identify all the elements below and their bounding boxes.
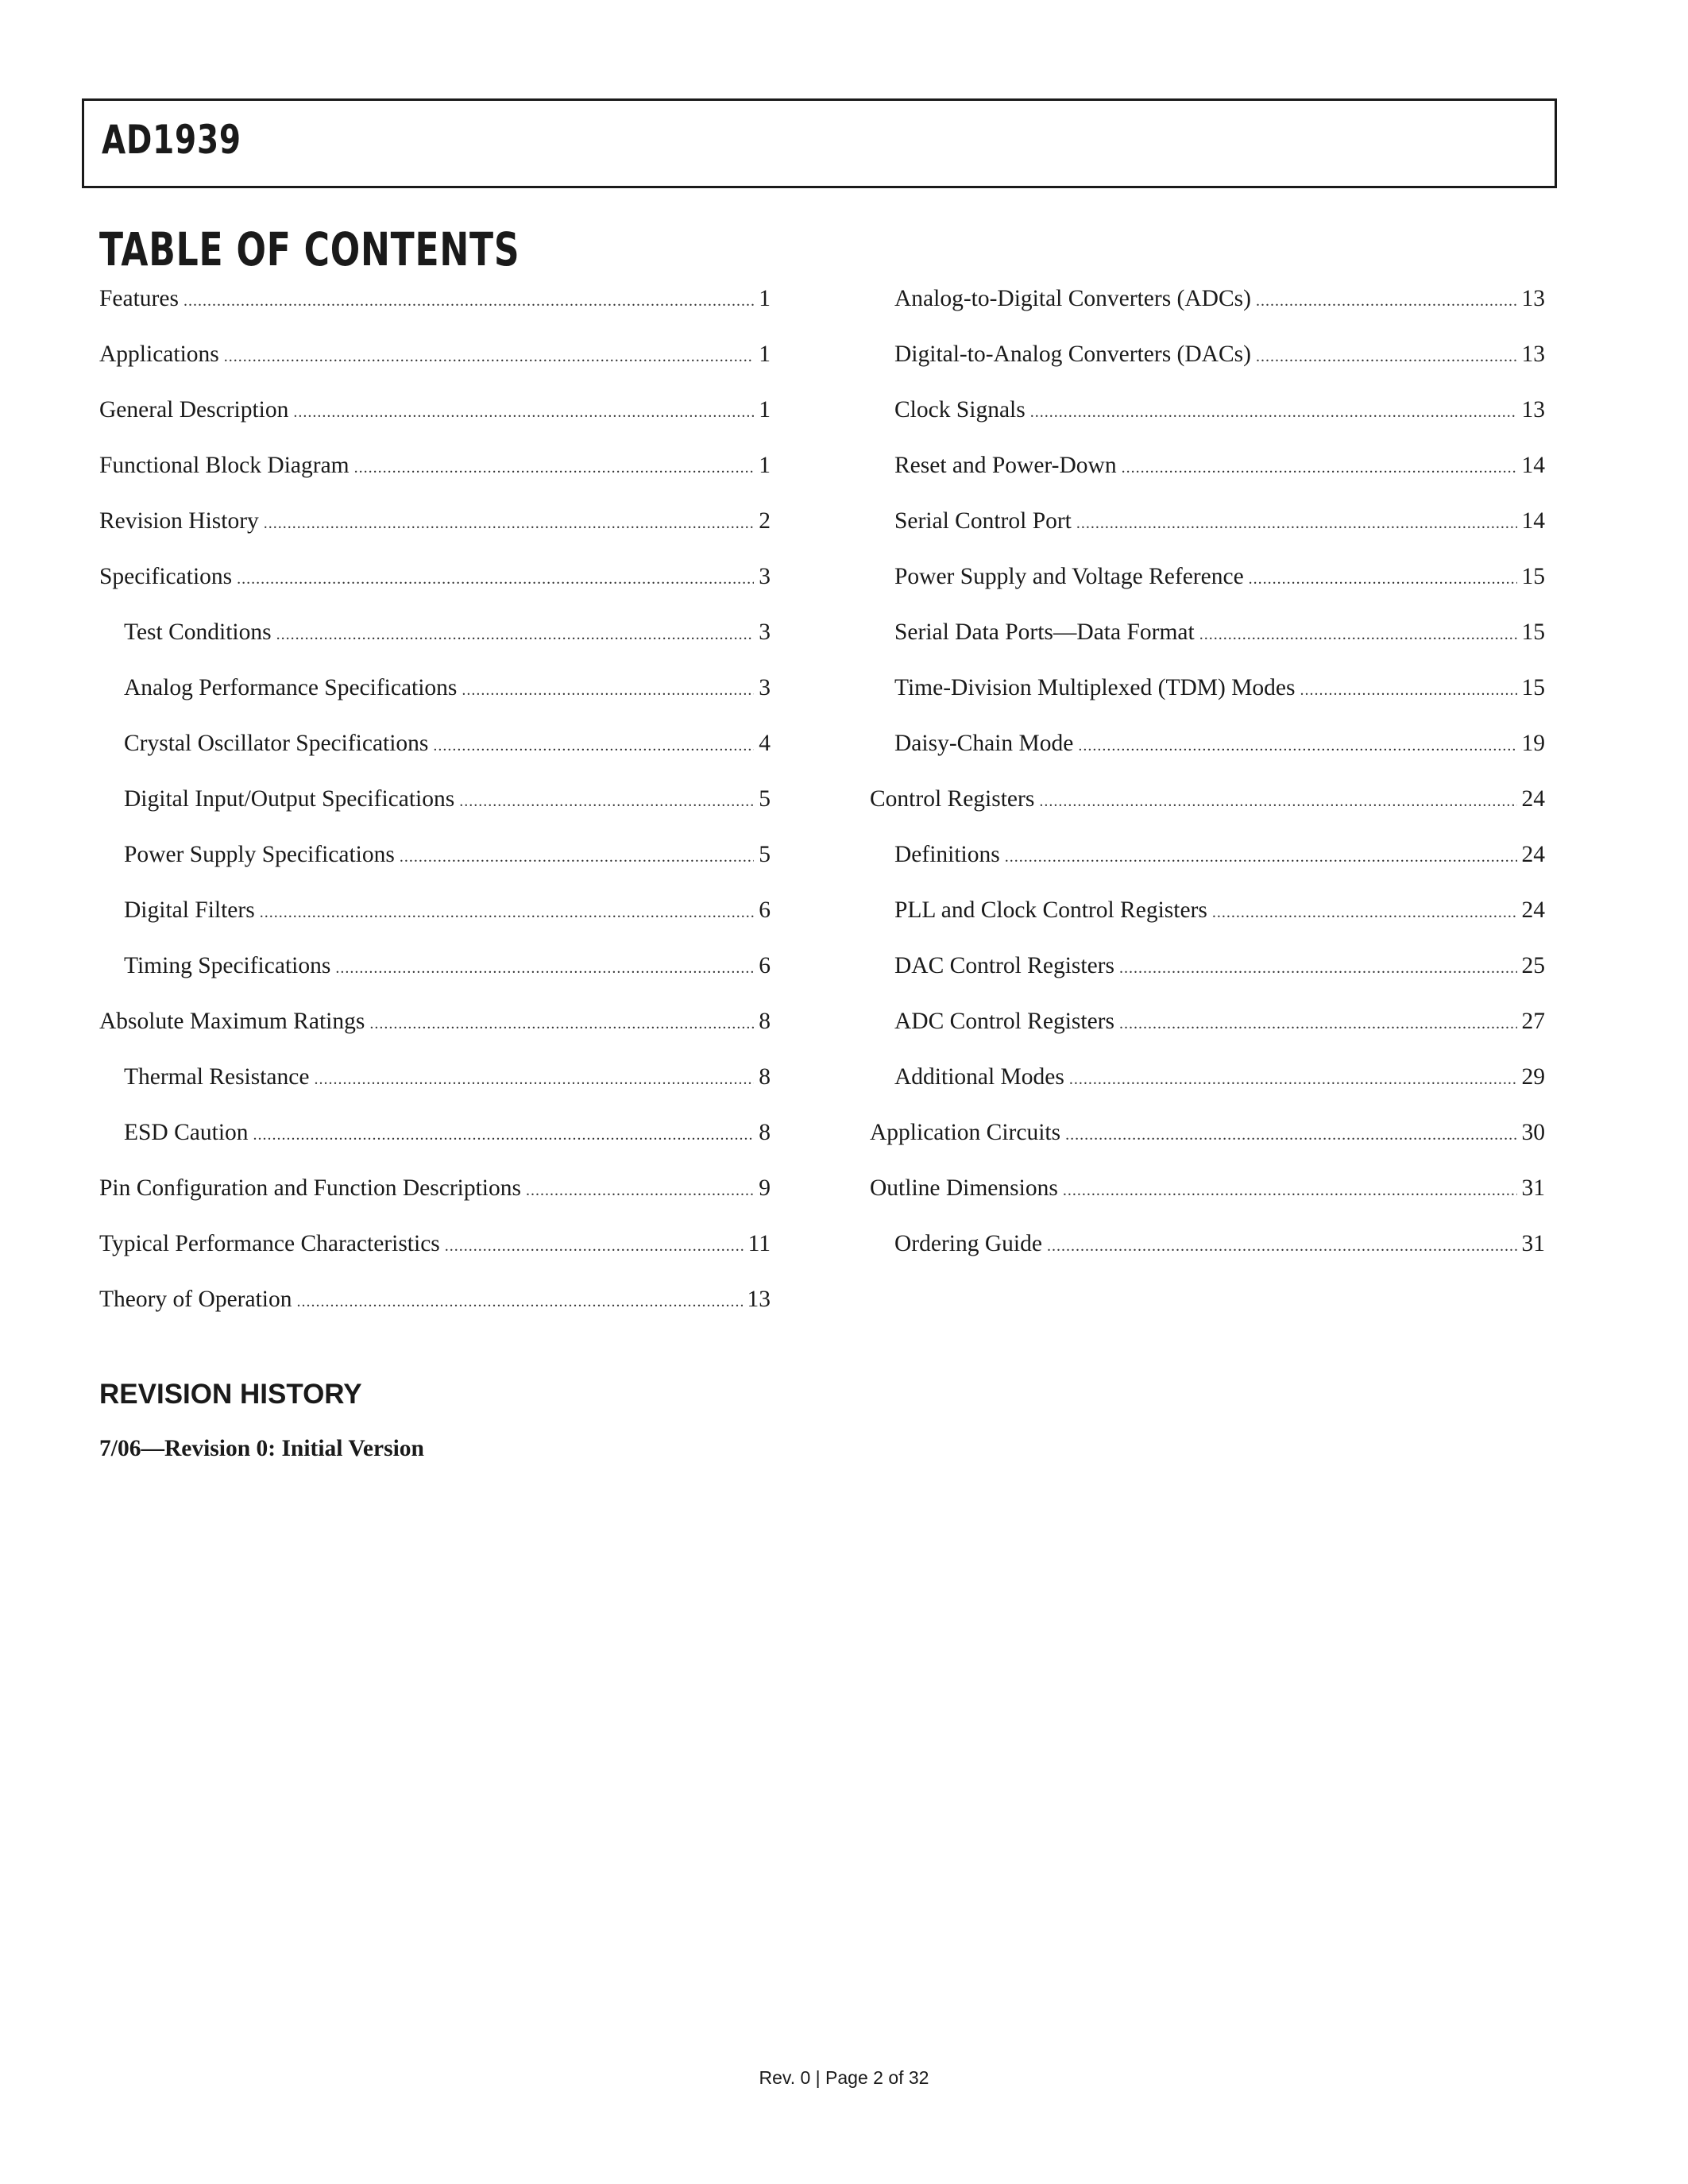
toc-entry-page: 9 bbox=[759, 1175, 771, 1201]
toc-entry[interactable] bbox=[99, 839, 771, 895]
toc-entry[interactable] bbox=[99, 1062, 771, 1117]
toc-entry-label: Additional Modes bbox=[894, 1064, 1064, 1090]
toc-entry-label: DAC Control Registers bbox=[894, 953, 1114, 978]
toc-entry-page: 6 bbox=[759, 897, 771, 923]
toc-entry[interactable] bbox=[99, 284, 771, 339]
toc-title: TABLE OF CONTENTS bbox=[99, 222, 520, 276]
toc-leader-dots bbox=[1069, 1064, 1517, 1094]
toc-entry-label: Control Registers bbox=[870, 786, 1035, 812]
toc-entry-page: 14 bbox=[1521, 508, 1545, 534]
toc-entry[interactable] bbox=[870, 284, 1545, 339]
toc-entry-label: Features bbox=[99, 286, 179, 311]
toc-leader-dots bbox=[293, 397, 754, 427]
toc-entry[interactable] bbox=[99, 728, 771, 784]
toc-leader-dots bbox=[445, 1231, 744, 1261]
revision-entry: 7/06—Revision 0: Initial Version bbox=[99, 1436, 424, 1461]
toc-entry[interactable] bbox=[99, 395, 771, 450]
toc-entry-page: 6 bbox=[759, 953, 771, 978]
toc-entry[interactable] bbox=[870, 1229, 1545, 1284]
toc-entry-label: Serial Control Port bbox=[894, 508, 1072, 534]
toc-entry-label: Clock Signals bbox=[894, 397, 1026, 423]
toc-entry[interactable] bbox=[870, 839, 1545, 895]
toc-entry-label: Crystal Oscillator Specifications bbox=[124, 731, 429, 756]
toc-entry-label: Typical Performance Characteristics bbox=[99, 1231, 440, 1256]
toc-entry-label: Revision History bbox=[99, 508, 259, 534]
toc-entry-label: Digital Filters bbox=[124, 897, 255, 923]
toc-entry[interactable] bbox=[870, 1173, 1545, 1229]
toc-entry-label: Thermal Resistance bbox=[124, 1064, 310, 1090]
toc-entry-label: Analog-to-Digital Converters (ADCs) bbox=[894, 286, 1251, 311]
toc-leader-dots bbox=[433, 731, 754, 761]
toc-leader-dots bbox=[260, 897, 755, 928]
toc-entry-page: 24 bbox=[1521, 897, 1545, 923]
toc-entry-label: Absolute Maximum Ratings bbox=[99, 1009, 365, 1034]
toc-entry-page: 13 bbox=[1521, 397, 1545, 423]
toc-leader-dots bbox=[314, 1064, 754, 1094]
toc-entry-page: 13 bbox=[1521, 341, 1545, 367]
toc-entry-page: 13 bbox=[1521, 286, 1545, 311]
toc-entry-label: Serial Data Ports—Data Format bbox=[894, 619, 1195, 645]
toc-entry[interactable] bbox=[99, 1284, 771, 1340]
toc-entry-label: ADC Control Registers bbox=[894, 1009, 1114, 1034]
toc-entry-label: Timing Specifications bbox=[124, 953, 331, 978]
toc-entry-page: 25 bbox=[1521, 953, 1545, 978]
toc-leader-dots bbox=[1249, 564, 1517, 594]
toc-leader-dots bbox=[1256, 341, 1517, 372]
toc-entry-label: PLL and Clock Control Registers bbox=[894, 897, 1207, 923]
toc-entry-label: Specifications bbox=[99, 564, 233, 589]
toc-leader-dots bbox=[462, 675, 754, 705]
toc-leader-dots bbox=[1078, 731, 1516, 761]
toc-leader-dots bbox=[1119, 1009, 1517, 1039]
toc-entry[interactable] bbox=[99, 895, 771, 951]
page-footer: Rev. 0 | Page 2 of 32 bbox=[759, 2067, 929, 2088]
toc-leader-dots bbox=[1212, 897, 1517, 928]
toc-entry[interactable] bbox=[870, 1006, 1545, 1062]
toc-entry[interactable] bbox=[99, 339, 771, 395]
toc-leader-dots bbox=[354, 453, 755, 483]
toc-entry-page: 15 bbox=[1521, 619, 1545, 645]
toc-entry[interactable] bbox=[870, 673, 1545, 728]
toc-entry-page: 31 bbox=[1521, 1231, 1545, 1256]
toc-entry[interactable] bbox=[99, 673, 771, 728]
toc-entry-label: Applications bbox=[99, 341, 219, 367]
toc-entry-label: Reset and Power-Down bbox=[894, 453, 1117, 478]
toc-entry[interactable] bbox=[870, 728, 1545, 784]
toc-entry-page: 14 bbox=[1521, 453, 1545, 478]
toc-leader-dots bbox=[296, 1287, 742, 1317]
toc-entry-label: Functional Block Diagram bbox=[99, 453, 350, 478]
toc-entry[interactable] bbox=[870, 450, 1545, 506]
toc-entry-label: Digital-to-Analog Converters (DACs) bbox=[894, 341, 1251, 367]
toc-entry-page: 5 bbox=[759, 786, 771, 812]
revision-history-heading: REVISION HISTORY bbox=[99, 1379, 362, 1410]
toc-entry[interactable] bbox=[99, 1006, 771, 1062]
toc-entry[interactable] bbox=[99, 506, 771, 561]
toc-entry-page: 4 bbox=[759, 731, 771, 756]
toc-leader-dots bbox=[1047, 1231, 1517, 1261]
toc-entry-page: 8 bbox=[759, 1120, 771, 1145]
toc-left-column bbox=[99, 284, 771, 1340]
toc-entry-label: Time-Division Multiplexed (TDM) Modes bbox=[894, 675, 1296, 700]
toc-entry[interactable] bbox=[99, 1117, 771, 1173]
toc-entry[interactable] bbox=[870, 506, 1545, 561]
toc-entry-page: 13 bbox=[747, 1287, 771, 1312]
toc-entry-label: Definitions bbox=[894, 842, 1000, 867]
toc-entry-label: General Description bbox=[99, 397, 289, 423]
toc-leader-dots bbox=[1119, 953, 1517, 983]
toc-leader-dots bbox=[335, 953, 754, 983]
toc-entry-page: 24 bbox=[1521, 842, 1545, 867]
toc-leader-dots bbox=[1039, 786, 1516, 816]
toc-entry-page: 3 bbox=[759, 619, 771, 645]
toc-leader-dots bbox=[1030, 397, 1517, 427]
toc-entry[interactable] bbox=[870, 1062, 1545, 1117]
toc-entry[interactable] bbox=[99, 784, 771, 839]
toc-leader-dots bbox=[1256, 286, 1517, 316]
toc-leader-dots bbox=[264, 508, 754, 538]
toc-entry-label: ESD Caution bbox=[124, 1120, 249, 1145]
toc-entry-label: Pin Configuration and Function Descriptions bbox=[99, 1175, 521, 1201]
toc-entry-page: 29 bbox=[1521, 1064, 1545, 1090]
toc-leader-dots bbox=[1199, 619, 1517, 650]
toc-entry-page: 15 bbox=[1521, 675, 1545, 700]
toc-entry-page: 30 bbox=[1521, 1120, 1545, 1145]
toc-entry-label: Analog Performance Specifications bbox=[124, 675, 458, 700]
toc-entry-label: Ordering Guide bbox=[894, 1231, 1042, 1256]
toc-entry[interactable] bbox=[99, 617, 771, 673]
toc-entry-label: Outline Dimensions bbox=[870, 1175, 1058, 1201]
toc-entry[interactable] bbox=[870, 395, 1545, 450]
toc-leader-dots bbox=[183, 286, 754, 316]
toc-leader-dots bbox=[459, 786, 754, 816]
toc-entry[interactable] bbox=[870, 339, 1545, 395]
toc-entry[interactable] bbox=[99, 450, 771, 506]
toc-entry-page: 15 bbox=[1521, 564, 1545, 589]
toc-leader-dots bbox=[369, 1009, 754, 1039]
toc-leader-dots bbox=[276, 619, 755, 650]
toc-entry-page: 31 bbox=[1521, 1175, 1545, 1201]
toc-entry-page: 8 bbox=[759, 1009, 771, 1034]
toc-leader-dots bbox=[1122, 453, 1517, 483]
toc-entry-page: 3 bbox=[759, 564, 771, 589]
toc-leader-dots bbox=[1065, 1120, 1516, 1150]
toc-entry-label: Application Circuits bbox=[870, 1120, 1061, 1145]
toc-entry[interactable] bbox=[99, 561, 771, 617]
toc-entry-label: Power Supply Specifications bbox=[124, 842, 395, 867]
toc-entry-label: Daisy-Chain Mode bbox=[894, 731, 1074, 756]
toc-leader-dots bbox=[1076, 508, 1517, 538]
toc-entry-page: 24 bbox=[1521, 786, 1545, 812]
toc-leader-dots bbox=[400, 842, 754, 872]
toc-leader-dots bbox=[1063, 1175, 1517, 1206]
toc-entry[interactable] bbox=[870, 951, 1545, 1006]
toc-entry[interactable] bbox=[870, 561, 1545, 617]
toc-leader-dots bbox=[1300, 675, 1517, 705]
toc-entry-label: Power Supply and Voltage Reference bbox=[894, 564, 1244, 589]
toc-leader-dots bbox=[253, 1120, 755, 1150]
toc-entry-label: Test Conditions bbox=[124, 619, 272, 645]
toc-entry-page: 3 bbox=[759, 675, 771, 700]
toc-entry-page: 2 bbox=[759, 508, 771, 534]
toc-entry-page: 19 bbox=[1521, 731, 1545, 756]
toc-entry-page: 27 bbox=[1521, 1009, 1545, 1034]
toc-entry[interactable] bbox=[870, 1117, 1545, 1173]
toc-entry-label: Digital Input/Output Specifications bbox=[124, 786, 455, 812]
toc-entry-page: 1 bbox=[759, 286, 771, 311]
toc-leader-dots bbox=[1005, 842, 1517, 872]
toc-leader-dots bbox=[526, 1175, 754, 1206]
toc-entry[interactable] bbox=[870, 895, 1545, 951]
toc-entry[interactable] bbox=[99, 951, 771, 1006]
toc-leader-dots bbox=[224, 341, 754, 372]
toc-entry[interactable] bbox=[99, 1229, 771, 1284]
toc-entry[interactable] bbox=[99, 1173, 771, 1229]
toc-entry-page: 1 bbox=[759, 397, 771, 423]
toc-entry-page: 1 bbox=[759, 341, 771, 367]
toc-entry-label: Theory of Operation bbox=[99, 1287, 292, 1312]
toc-leader-dots bbox=[237, 564, 754, 594]
toc-entry-page: 11 bbox=[747, 1231, 771, 1256]
toc-entry[interactable] bbox=[870, 784, 1545, 839]
toc-right-column bbox=[870, 284, 1545, 1284]
toc-entry-page: 8 bbox=[759, 1064, 771, 1090]
toc-entry[interactable] bbox=[870, 617, 1545, 673]
toc-entry-page: 1 bbox=[759, 453, 771, 478]
header-box bbox=[82, 98, 1557, 188]
toc-entry-page: 5 bbox=[759, 842, 771, 867]
part-number: AD1939 bbox=[102, 117, 241, 163]
